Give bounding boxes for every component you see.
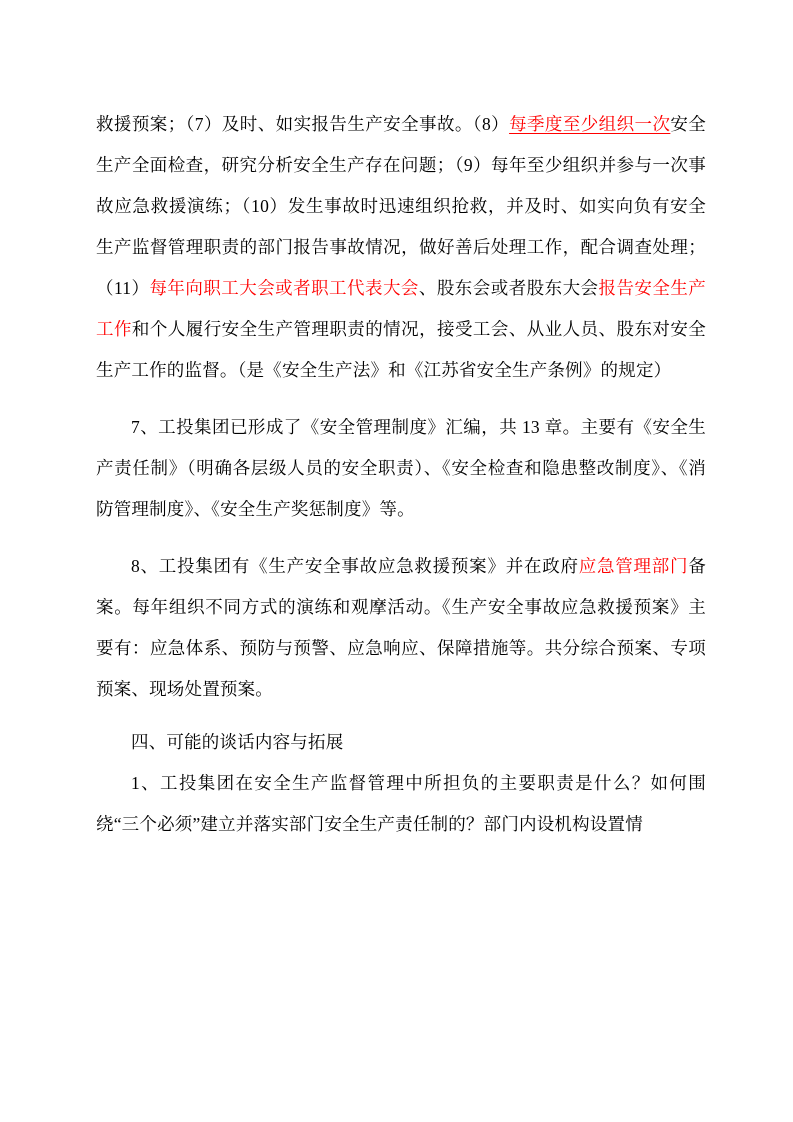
text-run: 四、可能的谈话内容与拓展 [131, 732, 344, 752]
text-run: 8、工投集团有《生产安全事故应急救援预案》并在政府 [131, 556, 579, 576]
paragraph-7 [96, 407, 706, 530]
paragraph-6-continuation [96, 104, 706, 391]
paragraph-spacer [96, 530, 706, 546]
paragraph-spacer [96, 710, 706, 722]
text-run: 1、工投集团在安全生产监督管理中所担负的主要职责是什么？如何围绕“三个必须”建立并落实部门安全生产责任制的？部门内设机构设置情 [96, 773, 706, 834]
text-run: 安全生产全面检查，研究分析安全生产存在问题；（9）每年至少组织并参与一次事故应急救援演练；（10）发生事故时迅速组织抢救，并及时、如实向负有安全生产监督管理职责的部门报告事故情况，做好善后处理工作，配合调查处理；（11） [96, 114, 706, 298]
text-run: 备案。每年组织不同方式的演练和观摩活动。《生产安全事故应急救援预案》主要有：应急体系、预防与预警、应急响应、保障措施等。共分综合预案、专项预案、现场处置预案。 [96, 556, 707, 699]
paragraph-spacer [96, 391, 706, 407]
text-run: 救援预案；（7）及时、如实报告生产安全事故。（8） [96, 114, 510, 134]
highlight-run: 每季度至少组织一次 [509, 114, 671, 134]
section-heading-four [96, 722, 706, 763]
highlight-run: 应急管理部门 [578, 556, 689, 576]
paragraph-question-1 [96, 763, 706, 845]
text-run: 、股东会或者股东大会 [418, 278, 599, 298]
document-body [96, 104, 706, 845]
paragraph-8 [96, 546, 706, 710]
text-run: 和个人履行安全生产管理职责的情况，接受工会、从业人员、股东对安全生产工作的监督。（是《安全生产法》和《江苏省安全生产条例》的规定） [96, 319, 706, 380]
highlight-run: 每年向职工大会或者职工代表大会 [149, 278, 419, 298]
highlight-run: 报告安全生产工作 [96, 278, 707, 339]
text-run: 7、工投集团已形成了《安全管理制度》汇编，共 13 章。主要有《安全生产责任制》（明确各层级人员的安全职责）、《安全检查和隐患整改制度》、《消防管理制度》、《安全生产奖惩制度》等。 [96, 417, 706, 519]
